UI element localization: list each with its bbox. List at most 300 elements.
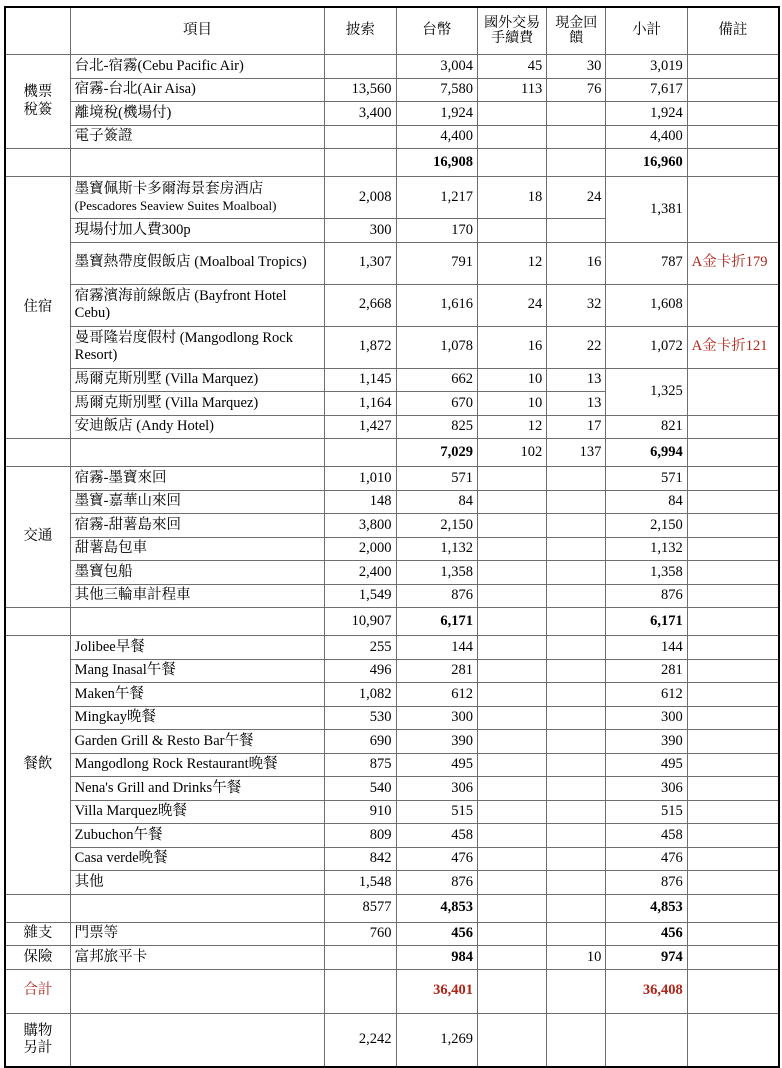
cell-cashback: 24 [547, 177, 606, 219]
cell-item: 台北-宿霧(Cebu Pacific Air) [70, 55, 325, 79]
cell-subtotal: 821 [606, 415, 687, 439]
category-line2: 稅簽 [23, 101, 53, 118]
cell-fee [478, 467, 547, 491]
cell-peso: 2,242 [325, 1013, 396, 1067]
cell-item: 宿霧-台北(Air Aisa) [70, 78, 325, 102]
cell-note [687, 969, 779, 1013]
cell-subtotal: 1,381 [606, 177, 687, 243]
cell-subtotal: 1,325 [606, 368, 687, 415]
cell-twd: 1,358 [396, 561, 477, 585]
cell-twd: 4,853 [396, 894, 477, 922]
cell-cashback [547, 922, 606, 946]
table-row [5, 683, 779, 707]
table-row [5, 636, 779, 660]
cell-blank [5, 149, 70, 177]
cell-twd: 300 [396, 706, 477, 730]
cell-item: Maken午餐 [70, 683, 325, 707]
cell-twd: 306 [396, 777, 477, 801]
cell-twd: 495 [396, 753, 477, 777]
cell-note [687, 78, 779, 102]
table-row [5, 730, 779, 754]
cell-note [687, 659, 779, 683]
cell-peso [325, 149, 396, 177]
category-line1: 購物 [23, 1022, 53, 1039]
cell-subtotal: 1,132 [606, 537, 687, 561]
header-fee-line2: 手續費 [491, 31, 534, 46]
cell-fee [478, 149, 547, 177]
table-row [5, 847, 779, 871]
cell-item: 宿霧-墨寶來回 [70, 467, 325, 491]
cell-cashback [547, 467, 606, 491]
cell-twd: 1,217 [396, 177, 477, 219]
cell-note [687, 149, 779, 177]
cell-cashback [547, 969, 606, 1013]
cell-cashback: 137 [547, 439, 606, 467]
cell-twd: 1,924 [396, 102, 477, 126]
cell-peso: 255 [325, 636, 396, 660]
section-subtotal-row-dining [5, 894, 779, 922]
table-row [5, 824, 779, 848]
cell-peso: 690 [325, 730, 396, 754]
cell-twd: 476 [396, 847, 477, 871]
cell-twd: 170 [396, 219, 477, 243]
cell-subtotal: 300 [606, 706, 687, 730]
insurance-row [5, 946, 779, 970]
cell-note [687, 894, 779, 922]
table-row [5, 561, 779, 585]
cell-peso: 540 [325, 777, 396, 801]
cell-cashback [547, 584, 606, 608]
cell-fee: 113 [478, 78, 547, 102]
cell-item: Mangodlong Rock Restaurant晚餐 [70, 753, 325, 777]
cell-subtotal: 456 [606, 922, 687, 946]
cell-note [687, 537, 779, 561]
cell-subtotal: 612 [606, 683, 687, 707]
cell-subtotal: 974 [606, 946, 687, 970]
cell-twd: 662 [396, 368, 477, 392]
cell-twd: 6,171 [396, 608, 477, 636]
cell-subtotal: 7,617 [606, 78, 687, 102]
category-label-flights [5, 55, 70, 149]
cell-subtotal: 1,072 [606, 326, 687, 368]
cell-subtotal: 476 [606, 847, 687, 871]
cell-peso: 8577 [325, 894, 396, 922]
cell-twd: 1,078 [396, 326, 477, 368]
cell-twd: 84 [396, 490, 477, 514]
cell-item: 馬爾克斯別墅 (Villa Marquez) [70, 368, 325, 392]
cell-peso: 1,549 [325, 584, 396, 608]
cell-item: 其他三輪車計程車 [70, 584, 325, 608]
cell-subtotal: 1,358 [606, 561, 687, 585]
misc-row [5, 922, 779, 946]
category-label-grand-total: 合計 [5, 969, 70, 1013]
cell-note [687, 847, 779, 871]
cell-note [687, 415, 779, 439]
cell-twd: 515 [396, 800, 477, 824]
table-row [5, 800, 779, 824]
cell-twd: 791 [396, 242, 477, 284]
table-row [5, 514, 779, 538]
cell-subtotal: 6,994 [606, 439, 687, 467]
cell-twd: 458 [396, 824, 477, 848]
cell-twd: 7,029 [396, 439, 477, 467]
cell-fee [478, 537, 547, 561]
cell-item [70, 894, 325, 922]
section-subtotal-row-transport [5, 608, 779, 636]
cell-item: 電子簽證 [70, 125, 325, 149]
header-cell-subtotal: 小計 [606, 7, 687, 55]
cell-cashback [547, 871, 606, 895]
cell-note [687, 730, 779, 754]
header-cell-twd: 台幣 [396, 7, 477, 55]
cell-note-discount: A金卡折179 [687, 242, 779, 284]
cell-note-discount: A金卡折121 [687, 326, 779, 368]
cell-fee [478, 777, 547, 801]
category-label-shopping [5, 1013, 70, 1067]
cell-fee [478, 514, 547, 538]
cell-cashback: 16 [547, 242, 606, 284]
cell-cashback [547, 490, 606, 514]
cell-fee [478, 659, 547, 683]
cell-fee [478, 847, 547, 871]
table-row [5, 659, 779, 683]
cell-fee [478, 922, 547, 946]
cell-subtotal: 1,608 [606, 284, 687, 326]
cell-subtotal: 876 [606, 584, 687, 608]
cell-cashback: 13 [547, 392, 606, 416]
cell-subtotal: 876 [606, 871, 687, 895]
cell-peso [325, 55, 396, 79]
cell-cashback [547, 894, 606, 922]
cell-subtotal: 6,171 [606, 608, 687, 636]
cell-item: 馬爾克斯別墅 (Villa Marquez) [70, 392, 325, 416]
cell-fee [478, 730, 547, 754]
cell-note [687, 777, 779, 801]
section-subtotal-row-accommodation [5, 439, 779, 467]
cell-note [687, 636, 779, 660]
cell-item [70, 969, 325, 1013]
cell-item [70, 1013, 325, 1067]
table-row [5, 326, 779, 368]
cell-subtotal [606, 1013, 687, 1067]
cell-fee [478, 824, 547, 848]
cell-fee [478, 706, 547, 730]
cell-subtotal: 84 [606, 490, 687, 514]
cell-item: Mingkay晚餐 [70, 706, 325, 730]
cell-fee [478, 683, 547, 707]
cell-cashback [547, 561, 606, 585]
cell-note [687, 368, 779, 415]
cell-note [687, 467, 779, 491]
cell-fee: 12 [478, 415, 547, 439]
category-label-insurance: 保險 [5, 946, 70, 970]
cell-subtotal: 306 [606, 777, 687, 801]
cell-cashback [547, 514, 606, 538]
cell-twd: 984 [396, 946, 477, 970]
cell-note [687, 1013, 779, 1067]
table-row [5, 706, 779, 730]
cell-fee [478, 584, 547, 608]
cell-item: 離境稅(機場付) [70, 102, 325, 126]
cell-peso: 2,000 [325, 537, 396, 561]
shopping-row [5, 1013, 779, 1067]
cell-blank [5, 608, 70, 636]
header-cell-foreign-fee [478, 7, 547, 55]
cell-note [687, 561, 779, 585]
header-cell-item: 項目 [70, 7, 325, 55]
cell-peso: 1,548 [325, 871, 396, 895]
cell-peso [325, 125, 396, 149]
cell-note [687, 125, 779, 149]
table-row [5, 125, 779, 149]
cell-item: 墨寶包船 [70, 561, 325, 585]
cell-fee [478, 561, 547, 585]
cell-peso: 2,008 [325, 177, 396, 219]
cell-twd: 390 [396, 730, 477, 754]
cell-fee: 102 [478, 439, 547, 467]
cell-fee [478, 871, 547, 895]
cell-cashback: 22 [547, 326, 606, 368]
table-row [5, 490, 779, 514]
cell-peso: 1,010 [325, 467, 396, 491]
cell-item: Mang Inasal午餐 [70, 659, 325, 683]
cell-cashback [547, 149, 606, 177]
cell-subtotal: 3,019 [606, 55, 687, 79]
cell-item [70, 608, 325, 636]
cell-cashback [547, 125, 606, 149]
header-cell-blank [5, 7, 70, 55]
cell-fee [478, 894, 547, 922]
cell-fee [478, 608, 547, 636]
budget-table [4, 6, 780, 1068]
cell-cashback [547, 824, 606, 848]
header-fee-line1: 國外交易 [484, 15, 541, 31]
header-cell-note: 備註 [687, 7, 779, 55]
cell-item [70, 177, 325, 219]
cell-cashback [547, 636, 606, 660]
cell-item: 墨寶-嘉華山來回 [70, 490, 325, 514]
cell-twd: 3,004 [396, 55, 477, 79]
cell-peso [325, 439, 396, 467]
cell-fee [478, 946, 547, 970]
table-row [5, 78, 779, 102]
cell-peso: 809 [325, 824, 396, 848]
cell-subtotal: 787 [606, 242, 687, 284]
cell-cashback: 76 [547, 78, 606, 102]
cell-item: 曼哥隆岩度假村 (Mangodlong Rock Resort) [70, 326, 325, 368]
cell-peso: 842 [325, 847, 396, 871]
cell-cashback [547, 537, 606, 561]
table-header-row [5, 7, 779, 55]
cell-item: 其他 [70, 871, 325, 895]
table-row [5, 55, 779, 79]
cell-note [687, 514, 779, 538]
cell-twd: 876 [396, 871, 477, 895]
cell-note [687, 800, 779, 824]
cell-note [687, 608, 779, 636]
cell-fee [478, 490, 547, 514]
cell-fee [478, 753, 547, 777]
cell-cashback [547, 683, 606, 707]
category-label-dining: 餐飲 [5, 636, 70, 895]
cell-subtotal: 281 [606, 659, 687, 683]
cell-peso: 148 [325, 490, 396, 514]
cell-note [687, 871, 779, 895]
cell-item [70, 149, 325, 177]
cell-twd: 456 [396, 922, 477, 946]
cell-cashback [547, 219, 606, 243]
table-row [5, 753, 779, 777]
cell-subtotal: 4,400 [606, 125, 687, 149]
cell-cashback [547, 608, 606, 636]
cell-total-twd: 36,401 [396, 969, 477, 1013]
cell-peso: 530 [325, 706, 396, 730]
section-subtotal-row-flights [5, 149, 779, 177]
cell-subtotal: 390 [606, 730, 687, 754]
cell-item: Nena's Grill and Drinks午餐 [70, 777, 325, 801]
table-row [5, 415, 779, 439]
cell-peso: 2,668 [325, 284, 396, 326]
category-label-accommodation: 住宿 [5, 177, 70, 439]
cell-item-line2: (Pescadores Seaview Suites Moalboal) [74, 198, 277, 214]
cell-fee: 12 [478, 242, 547, 284]
cell-twd: 612 [396, 683, 477, 707]
cell-peso: 10,907 [325, 608, 396, 636]
cell-total-subtotal: 36,408 [606, 969, 687, 1013]
cell-peso: 3,400 [325, 102, 396, 126]
cell-twd: 7,580 [396, 78, 477, 102]
cell-fee [478, 969, 547, 1013]
cell-item [70, 439, 325, 467]
cell-cashback: 17 [547, 415, 606, 439]
cell-cashback [547, 706, 606, 730]
cell-fee [478, 219, 547, 243]
cell-twd: 16,908 [396, 149, 477, 177]
cell-item-line1: 墨寶佩斯卡多爾海景套房酒店 [74, 181, 264, 198]
category-label-transport: 交通 [5, 467, 70, 608]
cell-peso: 3,800 [325, 514, 396, 538]
cell-twd: 1,269 [396, 1013, 477, 1067]
cell-note [687, 683, 779, 707]
cell-note [687, 946, 779, 970]
cell-twd: 825 [396, 415, 477, 439]
table-row [5, 871, 779, 895]
header-cash-line2: 饋 [569, 31, 584, 46]
cell-item: 富邦旅平卡 [70, 946, 325, 970]
cell-fee: 10 [478, 392, 547, 416]
cell-cashback: 10 [547, 946, 606, 970]
cell-item: 甜薯島包車 [70, 537, 325, 561]
cell-note [687, 824, 779, 848]
cell-note [687, 706, 779, 730]
cell-cashback [547, 800, 606, 824]
cell-fee: 24 [478, 284, 547, 326]
cell-note [687, 102, 779, 126]
cell-peso: 2,400 [325, 561, 396, 585]
cell-subtotal: 16,960 [606, 149, 687, 177]
cell-fee [478, 1013, 547, 1067]
cell-fee [478, 636, 547, 660]
cell-blank [5, 894, 70, 922]
cell-peso: 300 [325, 219, 396, 243]
header-cell-cashback [547, 7, 606, 55]
cell-item: 宿霧-甜薯島來回 [70, 514, 325, 538]
cell-twd: 2,150 [396, 514, 477, 538]
cell-note [687, 490, 779, 514]
cell-twd: 571 [396, 467, 477, 491]
table-row [5, 584, 779, 608]
cell-cashback [547, 730, 606, 754]
cell-cashback [547, 753, 606, 777]
cell-subtotal: 571 [606, 467, 687, 491]
cell-twd: 1,616 [396, 284, 477, 326]
cell-note [687, 284, 779, 326]
cell-fee: 10 [478, 368, 547, 392]
cell-cashback [547, 1013, 606, 1067]
category-label-misc: 雜支 [5, 922, 70, 946]
cell-subtotal: 4,853 [606, 894, 687, 922]
cell-peso: 496 [325, 659, 396, 683]
cell-peso [325, 969, 396, 1013]
table-row [5, 467, 779, 491]
cell-cashback: 13 [547, 368, 606, 392]
cell-peso: 1,872 [325, 326, 396, 368]
cell-note [687, 55, 779, 79]
table-row [5, 777, 779, 801]
cell-item: Casa verde晚餐 [70, 847, 325, 871]
cell-subtotal: 144 [606, 636, 687, 660]
cell-cashback [547, 102, 606, 126]
cell-subtotal: 1,924 [606, 102, 687, 126]
cell-cashback [547, 659, 606, 683]
category-line1: 機票 [23, 84, 53, 101]
cell-note [687, 753, 779, 777]
cell-cashback [547, 847, 606, 871]
category-line2: 另計 [23, 1039, 53, 1056]
cell-twd: 144 [396, 636, 477, 660]
table-row [5, 102, 779, 126]
cell-note [687, 177, 779, 243]
cell-item: 門票等 [70, 922, 325, 946]
cell-note [687, 439, 779, 467]
cell-subtotal: 495 [606, 753, 687, 777]
table-row [5, 284, 779, 326]
cell-fee: 18 [478, 177, 547, 219]
cell-peso: 760 [325, 922, 396, 946]
header-cell-peso: 披索 [325, 7, 396, 55]
cell-fee: 45 [478, 55, 547, 79]
cell-peso: 1,427 [325, 415, 396, 439]
cell-peso: 910 [325, 800, 396, 824]
cell-peso: 875 [325, 753, 396, 777]
cell-peso: 1,145 [325, 368, 396, 392]
cell-peso: 1,082 [325, 683, 396, 707]
cell-peso: 1,164 [325, 392, 396, 416]
cell-subtotal: 2,150 [606, 514, 687, 538]
header-cash-line1: 現金回 [555, 15, 598, 31]
cell-blank [5, 439, 70, 467]
cell-fee: 16 [478, 326, 547, 368]
cell-item: 宿霧濱海前線飯店 (Bayfront Hotel Cebu) [70, 284, 325, 326]
cell-twd: 876 [396, 584, 477, 608]
grand-total-row [5, 969, 779, 1013]
cell-subtotal: 458 [606, 824, 687, 848]
cell-item: Zubuchon午餐 [70, 824, 325, 848]
cell-cashback: 32 [547, 284, 606, 326]
cell-cashback: 30 [547, 55, 606, 79]
cell-peso [325, 946, 396, 970]
cell-note [687, 922, 779, 946]
